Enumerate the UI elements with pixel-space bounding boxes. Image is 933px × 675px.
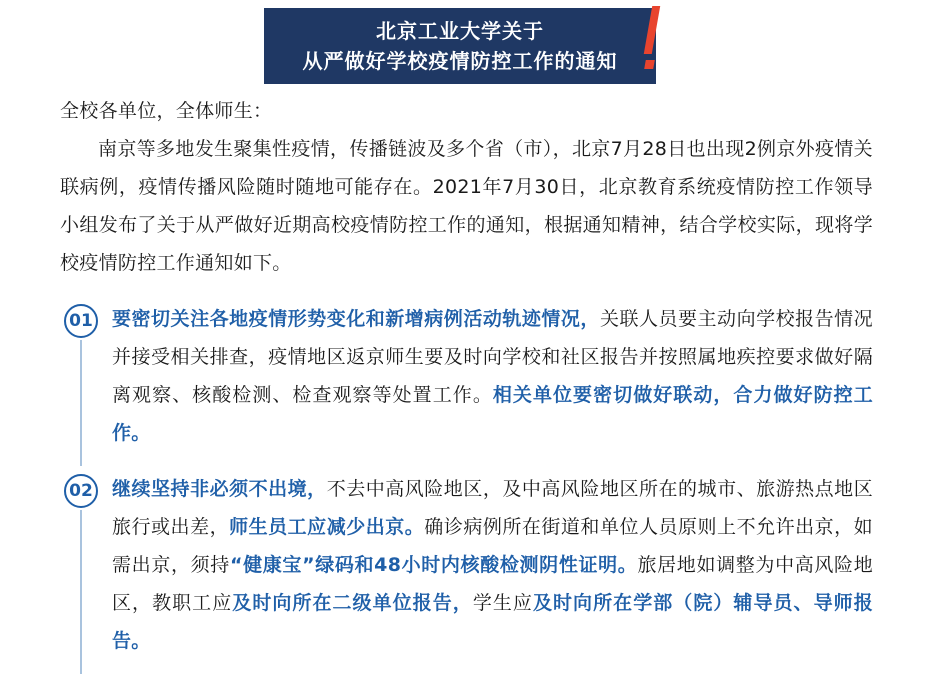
title-banner [264, 8, 656, 84]
highlighted-text: 师生员工应减少出京。 [229, 516, 425, 538]
body-text: 确诊病例所在街道和单位人员原则上不允许出京，如需出京，须持 [112, 516, 873, 576]
numbered-item [60, 470, 873, 660]
highlighted-text: 继续坚持非必须不出境， [112, 478, 327, 500]
highlighted-text: 及时向所在学部（院）辅导员、导师报告。 [112, 592, 873, 652]
item-number-badge: 02 [64, 474, 98, 508]
body-text: 关联人员要主动向学校报告情况并接受相关排查，疫情地区返京师生要及时向学校和社区报告并按照属地疾控要求做好隔离观察、核酸检测、检查观察等处置工作。 [112, 308, 873, 406]
red-accent-dot-icon [644, 60, 655, 69]
numbered-item [60, 300, 873, 452]
item-text [112, 300, 873, 452]
highlighted-text: 及时向所在二级单位报告， [232, 592, 473, 614]
salutation-text: 全校各单位，全体师生： [60, 100, 273, 122]
item-text [112, 470, 873, 660]
item-number-badge: 01 [64, 304, 98, 338]
intro-paragraph: 南京等多地发生聚集性疫情，传播链波及多个省（市），北京7月28日也出现2例京外疫情关联病例，疫情传播风险随时随地可能存在。2021年7月30日，北京教育系统疫情防控工作领导小组发布了关于从严做好近期高校疫情防控工作的通知，根据通知精神，结合学校实际，现将学校疫情防控工作通知如下。 [60, 138, 873, 274]
document-body [0, 92, 933, 660]
highlighted-text: 相关单位要密切做好联动，合力做好防控工作。 [112, 384, 873, 444]
highlighted-text: “健康宝”绿码和48小时内核酸检测阴性证明。 [229, 554, 638, 576]
body-text: 学生应 [472, 592, 533, 614]
body-text: 不去中高风险地区，及中高风险地区所在的城市、旅游热点地区旅行或出差， [112, 478, 873, 538]
document-header [0, 0, 933, 92]
item-vertical-rule [80, 340, 82, 466]
highlighted-text: 要密切关注各地疫情形势变化和新增病例活动轨迹情况， [112, 308, 600, 330]
title-line-1: 北京工业大学关于 [376, 19, 544, 43]
title-line-2: 从严做好学校疫情防控工作的通知 [302, 49, 618, 73]
item-vertical-rule [80, 510, 82, 674]
body-text: 旅居地如调整为中高风险地区，教职工应 [112, 554, 873, 614]
